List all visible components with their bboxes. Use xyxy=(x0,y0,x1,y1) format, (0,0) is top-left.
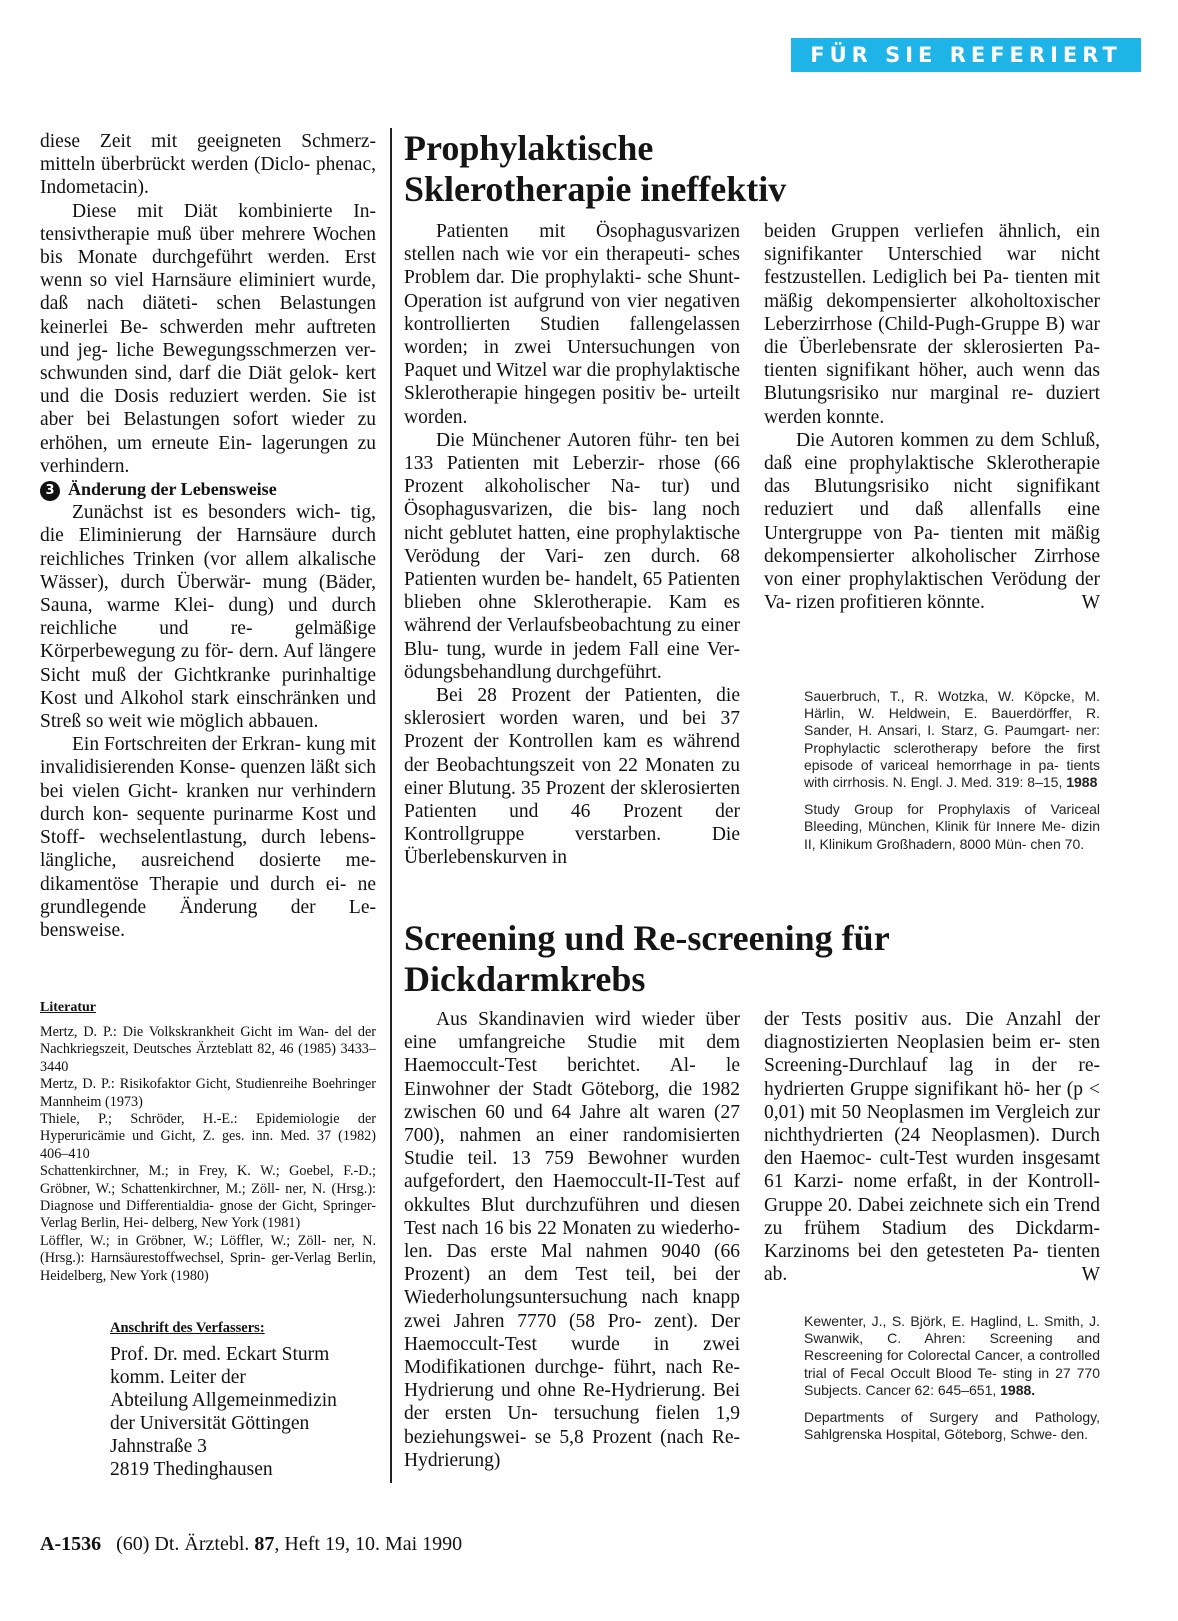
article1-affiliation: Study Group for Prophylaxis of Variceal Bleeding, München, Klinik für Innere Me- dizin II, Klinikum Großhadern, 8000 Mün- chen 70. xyxy=(804,801,1100,852)
article1-paragraph: beiden Gruppen verliefen ähnlich, ein signifikanter Unterschied war nicht festzustellen. Lediglich bei Pa- tienten mit mäßig dekompensierter alkoholtoxischer Leberzirrhose (Child-Pugh-Gruppe B) war die Überlebensrate der sklerosierten Pa- tienten signifikant höher, auch wenn das Blutungsrisiko nur marginal re- duziert werden konnte. xyxy=(764,221,1100,428)
address-line: der Universität Göttingen xyxy=(110,1413,310,1434)
left-paragraph-2: Diese mit Diät kombinierte In- tensivtherapie muß über mehrere Wochen bis Monate durchgeführt werden. Erst wenn so viel Harnsäure eliminiert wurde, daß nach diäteti- schen Belastungen keinerlei Be- schwerden mehr auftreten und jeg- liche Bewegungsschmerzen ver- schwunden sind, darf die Diät gelok- kert und die Dosis reduziert werden. Sie ist aber bei Belastungen sofort wieder zu erhöhen, um erneute Ein- lagerungen zu verhindern. xyxy=(40,200,376,477)
article1-citation-year: 1988 xyxy=(1066,774,1098,791)
address-line: 2819 Thedinghausen xyxy=(110,1459,273,1480)
article2-citation-year: 1988. xyxy=(1000,1381,1036,1398)
address-heading: Anschrift des Verfassers: xyxy=(110,1320,265,1336)
address-line: Abteilung Allgemeinmedizin xyxy=(110,1390,337,1411)
page-number: A-1536 xyxy=(40,1533,102,1555)
article1-column-1 xyxy=(404,220,740,870)
section-number-badge: 3 xyxy=(40,481,60,501)
article2-citation-text: Kewenter, J., S. Björk, E. Haglind, L. Smith, J. Swanwik, C. Ahren: Screening and Rescreening for Colorectal Cancer, a controlled trial of Fecal Occult Blood Te- sting in 27 770 Subjects. Cancer 62: 645–651, xyxy=(804,1313,1100,1398)
author-address xyxy=(110,1320,380,1481)
left-column xyxy=(40,130,376,942)
article2-reference xyxy=(804,1313,1100,1443)
article2-signature: W xyxy=(1081,1264,1100,1286)
literature-item: Löffler, W.; in Gröbner, W.; Löffler, W.; Zöll- ner, N. (Hrsg.): Harnsäurestoffwechsel, Sprin- ger-Verlag Berlin, Heidelberg, New York (1980) xyxy=(40,1232,376,1284)
article2-column-2 xyxy=(764,1008,1100,1286)
article2-headline-line2: Dickdarmkrebs xyxy=(404,959,646,999)
literature-heading: Literatur xyxy=(40,1000,96,1015)
article1-column-2 xyxy=(764,220,1100,614)
article1-paragraph-text: Die Autoren kommen zu dem Schluß, daß eine prophylaktische Sklerotherapie das Blutungsrisiko nicht signifikant reduziert und daß allenfalls eine Untergruppe von Pa- tienten mit mäßig dekompensierter alkoholischer Zirrhose von einer prophylaktischen Verödung der Va- rizen profitieren könnte. xyxy=(764,429,1100,614)
article1-paragraph xyxy=(764,429,1100,615)
left-paragraph-3: Zunächst ist es besonders wich- tig, die Eliminierung der Harnsäure durch reichliches Trinken (vor allem alkalische Wässer), durch Überwär- mung (Bäder, Sauna, warme Klei- dung) und durch reichliche und re- gelmäßige Körperbewegung zu för- dern. Auf längere Sicht muß der Gichtkranke purinhaltige Kost und Alkohol stark einschränken und Streß so weit wie möglich abbauen. xyxy=(40,502,376,733)
address-line: Prof. Dr. med. Eckart Sturm xyxy=(110,1344,330,1365)
literature-block xyxy=(40,1000,376,1285)
volume-number: 87 xyxy=(254,1533,275,1555)
page-footer xyxy=(40,1533,462,1556)
article1-reference xyxy=(804,688,1100,853)
article1-paragraph: Patienten mit Ösophagusvarizen stellen nach wie vor ein therapeuti- sches Problem dar. Die prophylakti- sche Shunt-Operation ist aufgrund von vier negativen kontrollierten Studien fallengelassen worden; in zwei Untersuchungen von Paquet und Witzel war die prophylaktische Sklerotherapie hingegen positiv be- urteilt worden. xyxy=(404,221,740,428)
address-lines xyxy=(110,1343,380,1481)
article2-column-1 xyxy=(404,1008,740,1472)
issue-details: , Heft 19, 10. Mai 1990 xyxy=(274,1533,463,1555)
section-subhead xyxy=(40,478,376,501)
article1-paragraph: Die Münchener Autoren führ- ten bei 133 Patienten mit Leberzir- rhose (66 Prozent alkoholischer Na- tur) und Ösophagusvarizen, die bis- lang noch nicht geblutet hatten, eine prophylaktische Verödung der Vari- zen durch. 68 Patienten wurden be- handelt, 65 Patienten blieben ohne Sklerotherapie. Kam es während der Verlaufsbeobachtung zu einer Blu- tung, wurde in jedem Fall eine Ver- ödungsbehandlung durchgeführt. xyxy=(404,429,740,683)
article1-citation xyxy=(804,688,1100,791)
left-paragraph-4: Ein Fortschreiten der Erkran- kung mit invalidisierenden Konse- quenzen läßt sich bei vielen Gicht- kranken nur verhindern durch kon- sequente purinarme Kost und Stoff- wechselentlastung, durch lebens- längliche, ausreichend dosierte me- dikamentöse Therapie und durch ei- ne grundlegende Änderung der Le- bensweise. xyxy=(40,734,376,941)
article1-headline-line2: Sklerotherapie ineffektiv xyxy=(404,169,787,209)
article2-paragraph: Aus Skandinavien wird wieder über eine umfangreiche Studie mit dem Haemoccult-Test berichtet. Al- le Einwohner der Stadt Göteborg, die 1982 zwischen 60 und 64 Jahre alt waren (27 700), nahmen an einer randomisierten Studie teil. 13 759 Bewohner wurden aufgefordert, den Haemoccult-II-Test auf okkultes Blut durchzuführen und diesen Test nach 16 bis 22 Monaten zu wiederho- len. Das erste Mal nahmen 9040 (66 Prozent) an dem Test teil, bei der Wiederholungsuntersuchung nach knapp zwei Jahren 7770 (58 Pro- zent). Der Haemoccult-Test wurde in zwei Modifikationen durchge- führt, nach Re-Hydrierung und ohne Re-Hydrierung. Bei der ersten Un- tersuchung fielen 1,9 beziehungswei- se 5,8 Prozent (nach Re-Hydrierung) xyxy=(404,1009,740,1471)
section-label: FÜR SIE REFERIERT xyxy=(791,38,1141,72)
literature-item: Schattenkirchner, M.; in Frey, K. W.; Goebel, F.-D.; Gröbner, W.; Schattenkirchner, M.; Zöll- ner, N. (Hrsg.): Diagnose und Differentialdia- gnose der Gicht, Springer-Verlag Berlin, Hei- delberg, New York (1981) xyxy=(40,1163,376,1232)
article2-paragraph-text: der Tests positiv aus. Die Anzahl der diagnostizierten Neoplasien beim er- sten Screening-Durchlauf lag in der re-hydrierten Gruppe signifikant hö- her (p < 0,01) mit 50 Neoplasmen im Vergleich zur nichthydrierten (24 Neoplasmen). Durch den Haemoc- cult-Test wurden insgesamt 61 Karzi- nome erfaßt, in der Kontroll-Gruppe 20. Dabei zeichnete sich ein Trend zu frühem Stadium des Dickdarm- Karzinoms bei den getesteten Pa- tienten ab. xyxy=(764,1009,1100,1286)
article1-signature: W xyxy=(1081,592,1100,614)
column-divider xyxy=(390,128,392,1483)
article2-headline-line1: Screening und Re-screening für xyxy=(404,918,890,958)
literature-item: Mertz, D. P.: Risikofaktor Gicht, Studienreihe Boehringer Mannheim (1973) xyxy=(40,1076,376,1110)
article2-paragraph xyxy=(764,1008,1100,1286)
literature-item: Thiele, P.; Schröder, H.-E.: Epidemiologie der Hyperuricämie und Gicht, Z. ges. inn. Med. 37 (1982) 406–410 xyxy=(40,1111,376,1162)
article2-headline xyxy=(404,918,1144,1000)
article1-paragraph: Bei 28 Prozent der Patienten, die sklerosiert worden waren, und bei 37 Prozent der Kontrollen kam es während der Beobachtungszeit von 22 Monaten zu einer Blutung. 35 Prozent der sklerosierten Patienten und 46 Prozent der Kontrollgruppe verstarben. Die Überlebenskurven in xyxy=(404,685,740,869)
address-line: komm. Leiter der xyxy=(110,1367,246,1388)
article2-affiliation: Departments of Surgery and Pathology, Sahlgrenska Hospital, Göteborg, Schwe- den. xyxy=(804,1409,1100,1443)
literature-list xyxy=(40,1024,376,1285)
literature-item: Mertz, D. P.: Die Volkskrankheit Gicht im Wan- del der Nachkriegszeit, Deutsches Ärzteblatt 82, 46 (1985) 3433–3440 xyxy=(40,1024,376,1075)
article2-citation xyxy=(804,1313,1100,1399)
left-paragraph-1: diese Zeit mit geeigneten Schmerz- mitteln überbrückt werden (Diclo- phenac, Indometacin). xyxy=(40,131,376,199)
section-subhead-text: Änderung der Lebensweise xyxy=(68,479,277,500)
article1-citation-text: Sauerbruch, T., R. Wotzka, W. Köpcke, M. Härlin, W. Heldwein, E. Bauerdörffer, R. Sander, H. Ansari, I. Starz, G. Paumgart- ner: Prophylactic sclerotherapy before the first episode of variceal hemorrhage in pa- tients with cirrhosis. N. Engl. J. Med. 319: 8–15, xyxy=(804,688,1100,791)
issue-prefix: (60) Dt. Ärztebl. xyxy=(116,1533,250,1555)
article1-headline xyxy=(404,128,1144,210)
article1-headline-line1: Prophylaktische xyxy=(404,128,654,168)
address-line: Jahnstraße 3 xyxy=(110,1436,207,1457)
